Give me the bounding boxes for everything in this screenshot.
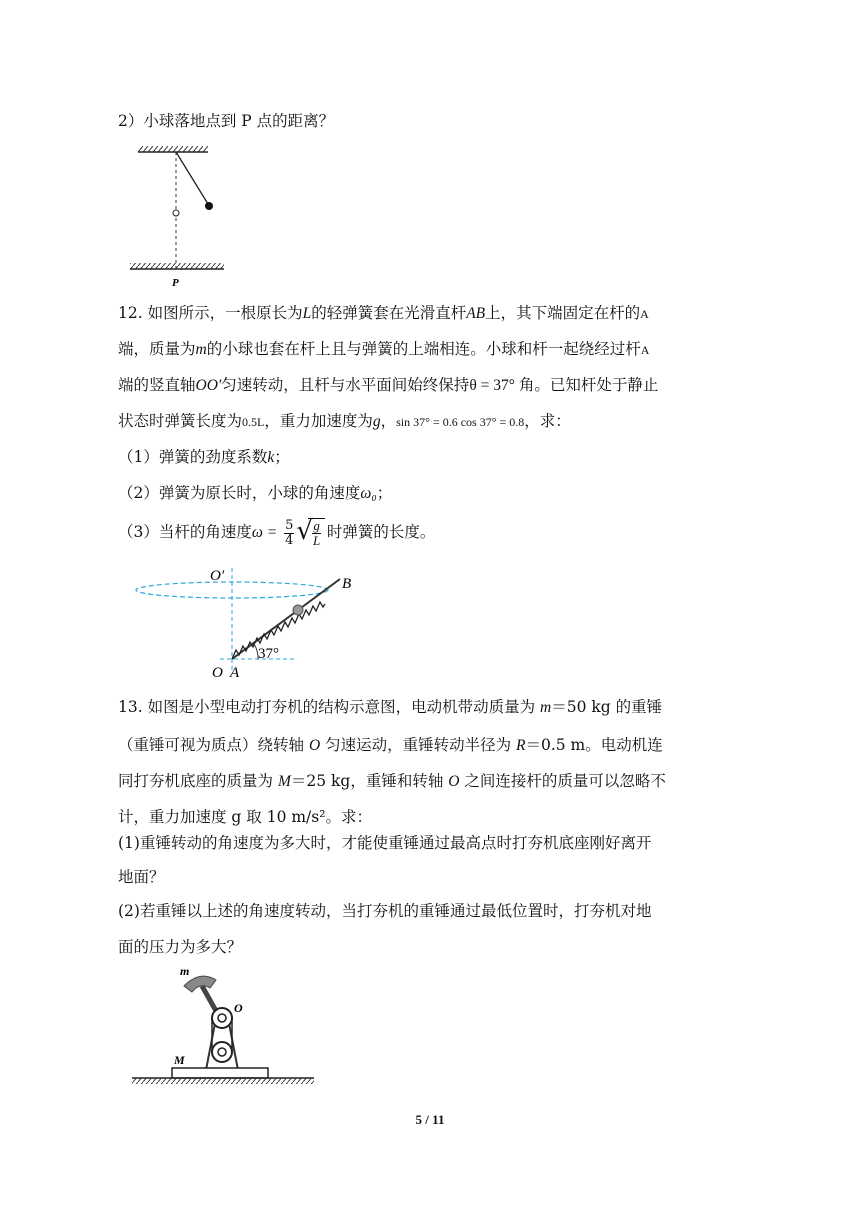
ceiling-hatch [138, 146, 208, 152]
ground-hatch [132, 1078, 314, 1084]
lower-axle [218, 1048, 226, 1056]
q12-line2: 端，质量为m的小球也套在杆上且与弹簧的上端相连。小球和杆一起绕经过杆A [118, 340, 650, 358]
q13-part1-line2: 地面？ [118, 868, 165, 886]
q13-part2-line2: 面的压力为多大？ [118, 938, 243, 956]
label-o: O [234, 1001, 243, 1015]
q12-sub2: （2）弹簧为原长时，小球的角速度ω₀； [118, 484, 393, 502]
q12-line1: 12. 如图所示，一根原长为L的轻弹簧套在光滑直杆AB上，其下端固定在杆的A [118, 304, 649, 322]
label-p: P [172, 277, 179, 289]
q12-sub1: （1）弹簧的劲度系数k； [118, 448, 290, 466]
base [172, 1068, 268, 1078]
label-o: O [212, 665, 223, 681]
q11-part2: 2）小球落地点到 P 点的距离？ [118, 112, 335, 130]
q13-part2-line1: (2)若重锤以上述的角速度转动，当打夯机的重锤通过最低位置时，打夯机对地 [118, 902, 652, 920]
q13-part1-line1: (1)重锤转动的角速度为多大时，才能使重锤通过最高点时打夯机底座刚好离开 [118, 834, 652, 852]
string-line [176, 152, 208, 204]
label-m: m [180, 964, 190, 978]
spring-rod-figure [128, 562, 368, 682]
page-number: 5 / 11 [415, 1112, 445, 1127]
pendulum-figure [128, 140, 238, 290]
label-base-m: M [174, 1053, 185, 1067]
ball [293, 605, 303, 615]
q13-line3: 同打夯机底座的质量为 M＝25 kg，重锤和转轴 O 之间连接杆的质量可以忽略不 [118, 772, 666, 790]
q13-line4: 计，重力加速度 g 取 10 m/s²。求： [118, 808, 372, 826]
label-b: B [342, 576, 352, 592]
q12-line3: 端的竖直轴OO′匀速转动，且杆与水平面间始终保持θ = 37° 角。已知杆处于静止 [118, 376, 659, 394]
tamper-figure [128, 962, 324, 1092]
label-o-prime: O′ [210, 568, 225, 584]
label-a: A [230, 665, 240, 681]
pivot-circle [173, 210, 179, 216]
q12-sub3: （3）当杆的角速度ω = $\frac{5}{4}$ √ $\frac{g}{L}$ 时弹簧的长度。 [118, 516, 436, 548]
upper-axle [218, 1014, 226, 1022]
q13-line1: 13. 如图是小型电动打夯机的结构示意图，电动机带动质量为 m＝50 kg 的重锤 [118, 698, 663, 716]
sqrt-g-over-l: √ $\frac{g}{L}$ [296, 518, 325, 548]
hammer-head [184, 976, 216, 992]
q12-line4: 状态时弹簧长度为0.5L，重力加速度为g，sin 37° = 0.6 cos 37° = 0.8，求： [118, 412, 571, 430]
q13-line2: （重锤可视为质点）绕转轴 O 匀速运动，重锤转动半径为 R＝0.5 m。电动机连 [118, 736, 663, 754]
ball [205, 202, 213, 210]
label-angle: 37° [258, 646, 279, 662]
ground-hatch [130, 263, 224, 269]
fraction-5-4: $\frac{5}{4}$ [285, 517, 294, 548]
